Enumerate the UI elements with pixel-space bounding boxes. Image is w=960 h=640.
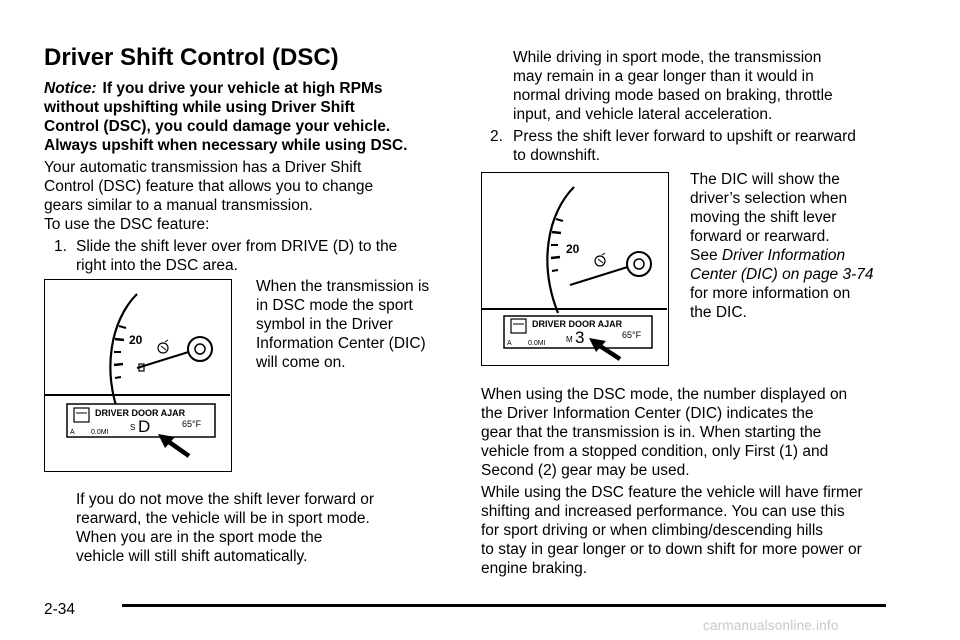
sport-mode-line: normal driving mode based on braking, throttle bbox=[513, 87, 833, 104]
odometer-label: A bbox=[70, 429, 75, 436]
notice-line: without upshifting while using Driver Shift bbox=[44, 99, 355, 116]
dsc-mode-line: vehicle from a stopped condition, only First (1) and bbox=[481, 443, 829, 460]
temperature-readout: 65°F bbox=[182, 419, 202, 429]
tick-mark bbox=[115, 339, 124, 340]
tick-mark bbox=[551, 257, 560, 258]
step-2-line: to downshift. bbox=[513, 147, 601, 164]
step-1-followup bbox=[76, 490, 374, 566]
sport-mode-line: input, and vehicle lateral acceleration. bbox=[513, 106, 773, 123]
step-2-side-line: driver’s selection when bbox=[690, 190, 848, 207]
step-2-text bbox=[513, 127, 856, 165]
dic-reference-link[interactable]: Center (DIC) on page 3-74 bbox=[690, 266, 874, 283]
temperature-readout: 65°F bbox=[622, 330, 642, 340]
step-1-side-text bbox=[256, 277, 429, 372]
dsc-mode-paragraph bbox=[481, 385, 847, 480]
tick-mark bbox=[114, 364, 123, 365]
speedometer-needle bbox=[570, 265, 634, 285]
notice-block bbox=[44, 79, 454, 155]
footer-rule bbox=[122, 604, 886, 607]
tick-mark bbox=[552, 270, 558, 271]
step-2-side-line: The DIC will show the bbox=[690, 171, 840, 188]
firmer-shifting-paragraph bbox=[481, 483, 863, 578]
intro-line: Your automatic transmission has a Driver Shift bbox=[44, 159, 362, 176]
step-1-text bbox=[76, 237, 397, 275]
figure-dsc-manual-display bbox=[481, 172, 669, 366]
dsc-mode-line: Second (2) gear may be used. bbox=[481, 462, 690, 479]
step-1-side-line: in DSC mode the sport bbox=[256, 297, 413, 314]
odometer-label: A bbox=[507, 340, 512, 347]
step-1-line: right into the DSC area. bbox=[76, 257, 238, 274]
firmer-shifting-line: shifting and increased performance. You can use this bbox=[481, 503, 845, 520]
dsc-mode-line: gear that the transmission is in. When starting the bbox=[481, 424, 822, 441]
intro-line: To use the DSC feature: bbox=[44, 216, 210, 233]
tick-mark bbox=[556, 219, 563, 221]
step-1-side-line: will come on. bbox=[256, 354, 346, 371]
notice-line: If you drive your vehicle at high RPMs bbox=[102, 80, 383, 97]
tick-mark bbox=[552, 232, 561, 233]
figure-dsc-sport-display bbox=[44, 279, 232, 472]
firmer-shifting-line: engine braking. bbox=[481, 560, 587, 577]
firmer-shifting-line: for sport driving or when climbing/descending hills bbox=[481, 522, 824, 539]
step-1-number: 1. bbox=[54, 238, 67, 255]
step-2-side-text bbox=[690, 170, 874, 322]
step-1-side-line: symbol in the Driver bbox=[256, 316, 393, 333]
needle-hub bbox=[188, 337, 212, 361]
manual-mode-symbol: M bbox=[566, 335, 573, 344]
speed-label: 20 bbox=[129, 333, 143, 347]
instrument-cluster-illustration bbox=[45, 280, 230, 470]
sport-mode-icon bbox=[595, 253, 605, 266]
step-1-side-line: When the transmission is bbox=[256, 278, 430, 295]
notice-line: Control (DSC), you could damage your vehicle. bbox=[44, 118, 391, 135]
tick-mark bbox=[115, 377, 121, 378]
step-2-side-line: for more information on bbox=[690, 285, 851, 302]
step-1-line: Slide the shift lever over from DRIVE (D) to the bbox=[76, 238, 398, 255]
firmer-shifting-line: While using the DSC feature the vehicle will have firmer bbox=[481, 484, 863, 501]
odometer-reading: 0.0MI bbox=[91, 429, 109, 436]
step-1-followup-line: When you are in the sport mode the bbox=[76, 529, 323, 546]
dic-message: DRIVER DOOR AJAR bbox=[95, 408, 186, 418]
step-2-line: Press the shift lever forward to upshift or rearward bbox=[513, 128, 856, 145]
instrument-cluster-illustration bbox=[482, 173, 667, 364]
step-2-number: 2. bbox=[490, 128, 503, 145]
sport-mode-icon bbox=[158, 340, 168, 353]
dsc-mode-line: When using the DSC mode, the number displayed on bbox=[481, 386, 848, 403]
gear-indicator: 3 bbox=[575, 328, 585, 347]
odometer-reading: 0.0MI bbox=[528, 340, 546, 347]
sport-mode-line: may remain in a gear longer than it would in bbox=[513, 68, 814, 85]
page-heading: Driver Shift Control (DSC) bbox=[44, 44, 339, 71]
intro-line: Control (DSC) feature that allows you to change bbox=[44, 178, 374, 195]
dsc-mode-line: the Driver Information Center (DIC) indicates the bbox=[481, 405, 814, 422]
tick-mark bbox=[119, 326, 126, 328]
notice-line: Always upshift when necessary while using DSC. bbox=[44, 137, 408, 154]
sport-mode-line: While driving in sport mode, the transmission bbox=[513, 49, 822, 66]
speed-label: 20 bbox=[566, 242, 580, 256]
notice-label: Notice: bbox=[44, 80, 97, 97]
step-1-followup-line: vehicle will still shift automatically. bbox=[76, 548, 308, 565]
dic-message: DRIVER DOOR AJAR bbox=[532, 319, 623, 329]
gear-indicator: D bbox=[138, 417, 151, 436]
needle-hub bbox=[627, 252, 651, 276]
intro-paragraph bbox=[44, 158, 373, 234]
step-1-side-line: Information Center (DIC) bbox=[256, 335, 426, 352]
sport-symbol: S bbox=[130, 423, 136, 432]
dic-reference-link[interactable]: Driver Information bbox=[721, 247, 846, 264]
sport-mode-paragraph bbox=[513, 48, 833, 124]
step-1-followup-line: rearward, the vehicle will be in sport mode. bbox=[76, 510, 370, 527]
site-watermark[interactable]: carmanualsonline.info bbox=[703, 618, 839, 633]
step-1-followup-line: If you do not move the shift lever forward or bbox=[76, 491, 375, 508]
step-2-side-line: moving the shift lever bbox=[690, 209, 837, 226]
speedometer-arc bbox=[110, 294, 137, 420]
step-2-side-line: forward or rearward. bbox=[690, 228, 830, 245]
step-2-side-line: the DIC. bbox=[690, 304, 747, 321]
see-prefix: See bbox=[690, 247, 722, 264]
page-number: 2-34 bbox=[44, 601, 76, 618]
firmer-shifting-line: to stay in gear longer or to down shift for more power or bbox=[481, 541, 862, 558]
intro-line: gears similar to a manual transmission. bbox=[44, 197, 313, 214]
